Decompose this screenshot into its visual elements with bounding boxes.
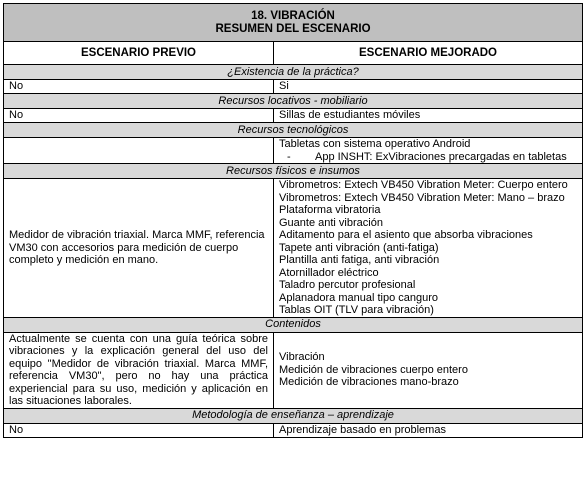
technological-subitem [279, 151, 577, 164]
list-item: Tablas OIT (TLV para vibración) [279, 304, 434, 316]
header-previous-scenario: ESCENARIO PREVIO [4, 42, 274, 65]
list-item: Atornillador eléctrico [279, 266, 379, 279]
physical-previous: Medidor de vibración triaxial. Marca MMF, referencia VM30 con accesorios para medición de cuerpo completo y medición en mano. [4, 179, 274, 318]
section-title-contents: Contenidos [4, 317, 583, 332]
locative-previous: No [4, 109, 274, 123]
list-item: Aditamento para el asiento que absorba vibraciones [279, 229, 533, 241]
locative-improved: Sillas de estudiantes móviles [274, 109, 583, 123]
list-item: Plataforma vibratoria [279, 204, 381, 216]
technological-item: Tabletas con sistema operativo Android [279, 138, 471, 150]
contents-improved [274, 332, 583, 408]
list-item: Taladro percutor profesional [279, 279, 416, 291]
list-item: Vibración [279, 351, 325, 364]
list-item: Vibrometros: Extech VB450 Vibration Meter: Mano – brazo [279, 191, 565, 204]
existence-improved: Si [274, 80, 583, 94]
section-title-existence: ¿Existencia de la práctica? [4, 65, 583, 80]
methodology-previous: No [4, 423, 274, 437]
list-item: Aplanadora manual tipo canguro [279, 291, 439, 304]
title-line-2: RESUMEN DEL ESCENARIO [215, 22, 371, 35]
technological-improved [274, 138, 583, 164]
section-title-methodology: Metodología de enseñanza – aprendizaje [4, 408, 583, 423]
list-item: Tapete anti vibración (anti-fatiga) [279, 241, 439, 254]
existence-previous: No [4, 80, 274, 94]
table-title [4, 4, 583, 42]
list-item: Guante anti vibración [279, 216, 383, 229]
list-item: Plantilla anti fatiga, anti vibración [279, 254, 440, 266]
list-item: Medición de vibraciones cuerpo entero [279, 363, 468, 376]
section-title-locative-resources: Recursos locativos - mobiliario [4, 94, 583, 109]
technological-previous [4, 138, 274, 164]
list-item: Medición de vibraciones mano-brazo [279, 376, 459, 389]
methodology-improved: Aprendizaje basado en problemas [274, 423, 583, 437]
physical-improved [274, 179, 583, 318]
section-title-physical-resources: Recursos físicos e insumos [4, 164, 583, 179]
title-line-1: 18. VIBRACIÓN [251, 9, 335, 22]
header-improved-scenario: ESCENARIO MEJORADO [274, 42, 583, 65]
section-title-technological-resources: Recursos tecnológicos [4, 123, 583, 138]
scenario-summary-table [3, 3, 583, 438]
subitem-dash: - [287, 150, 291, 163]
contents-previous: Actualmente se cuenta con una guía teórica sobre vibraciones y la explicación general del uso del equipo "Medidor de vibración triaxial. Marca MMF, referencia VM30", pero no hay una práctica experiencial para su uso, medición y aplicación en las situaciones laborales. [4, 332, 274, 408]
subitem-text: App INSHT: ExVibraciones precargadas en tabletas [315, 150, 567, 163]
list-item: Vibrometros: Extech VB450 Vibration Meter: Cuerpo entero [279, 179, 568, 191]
